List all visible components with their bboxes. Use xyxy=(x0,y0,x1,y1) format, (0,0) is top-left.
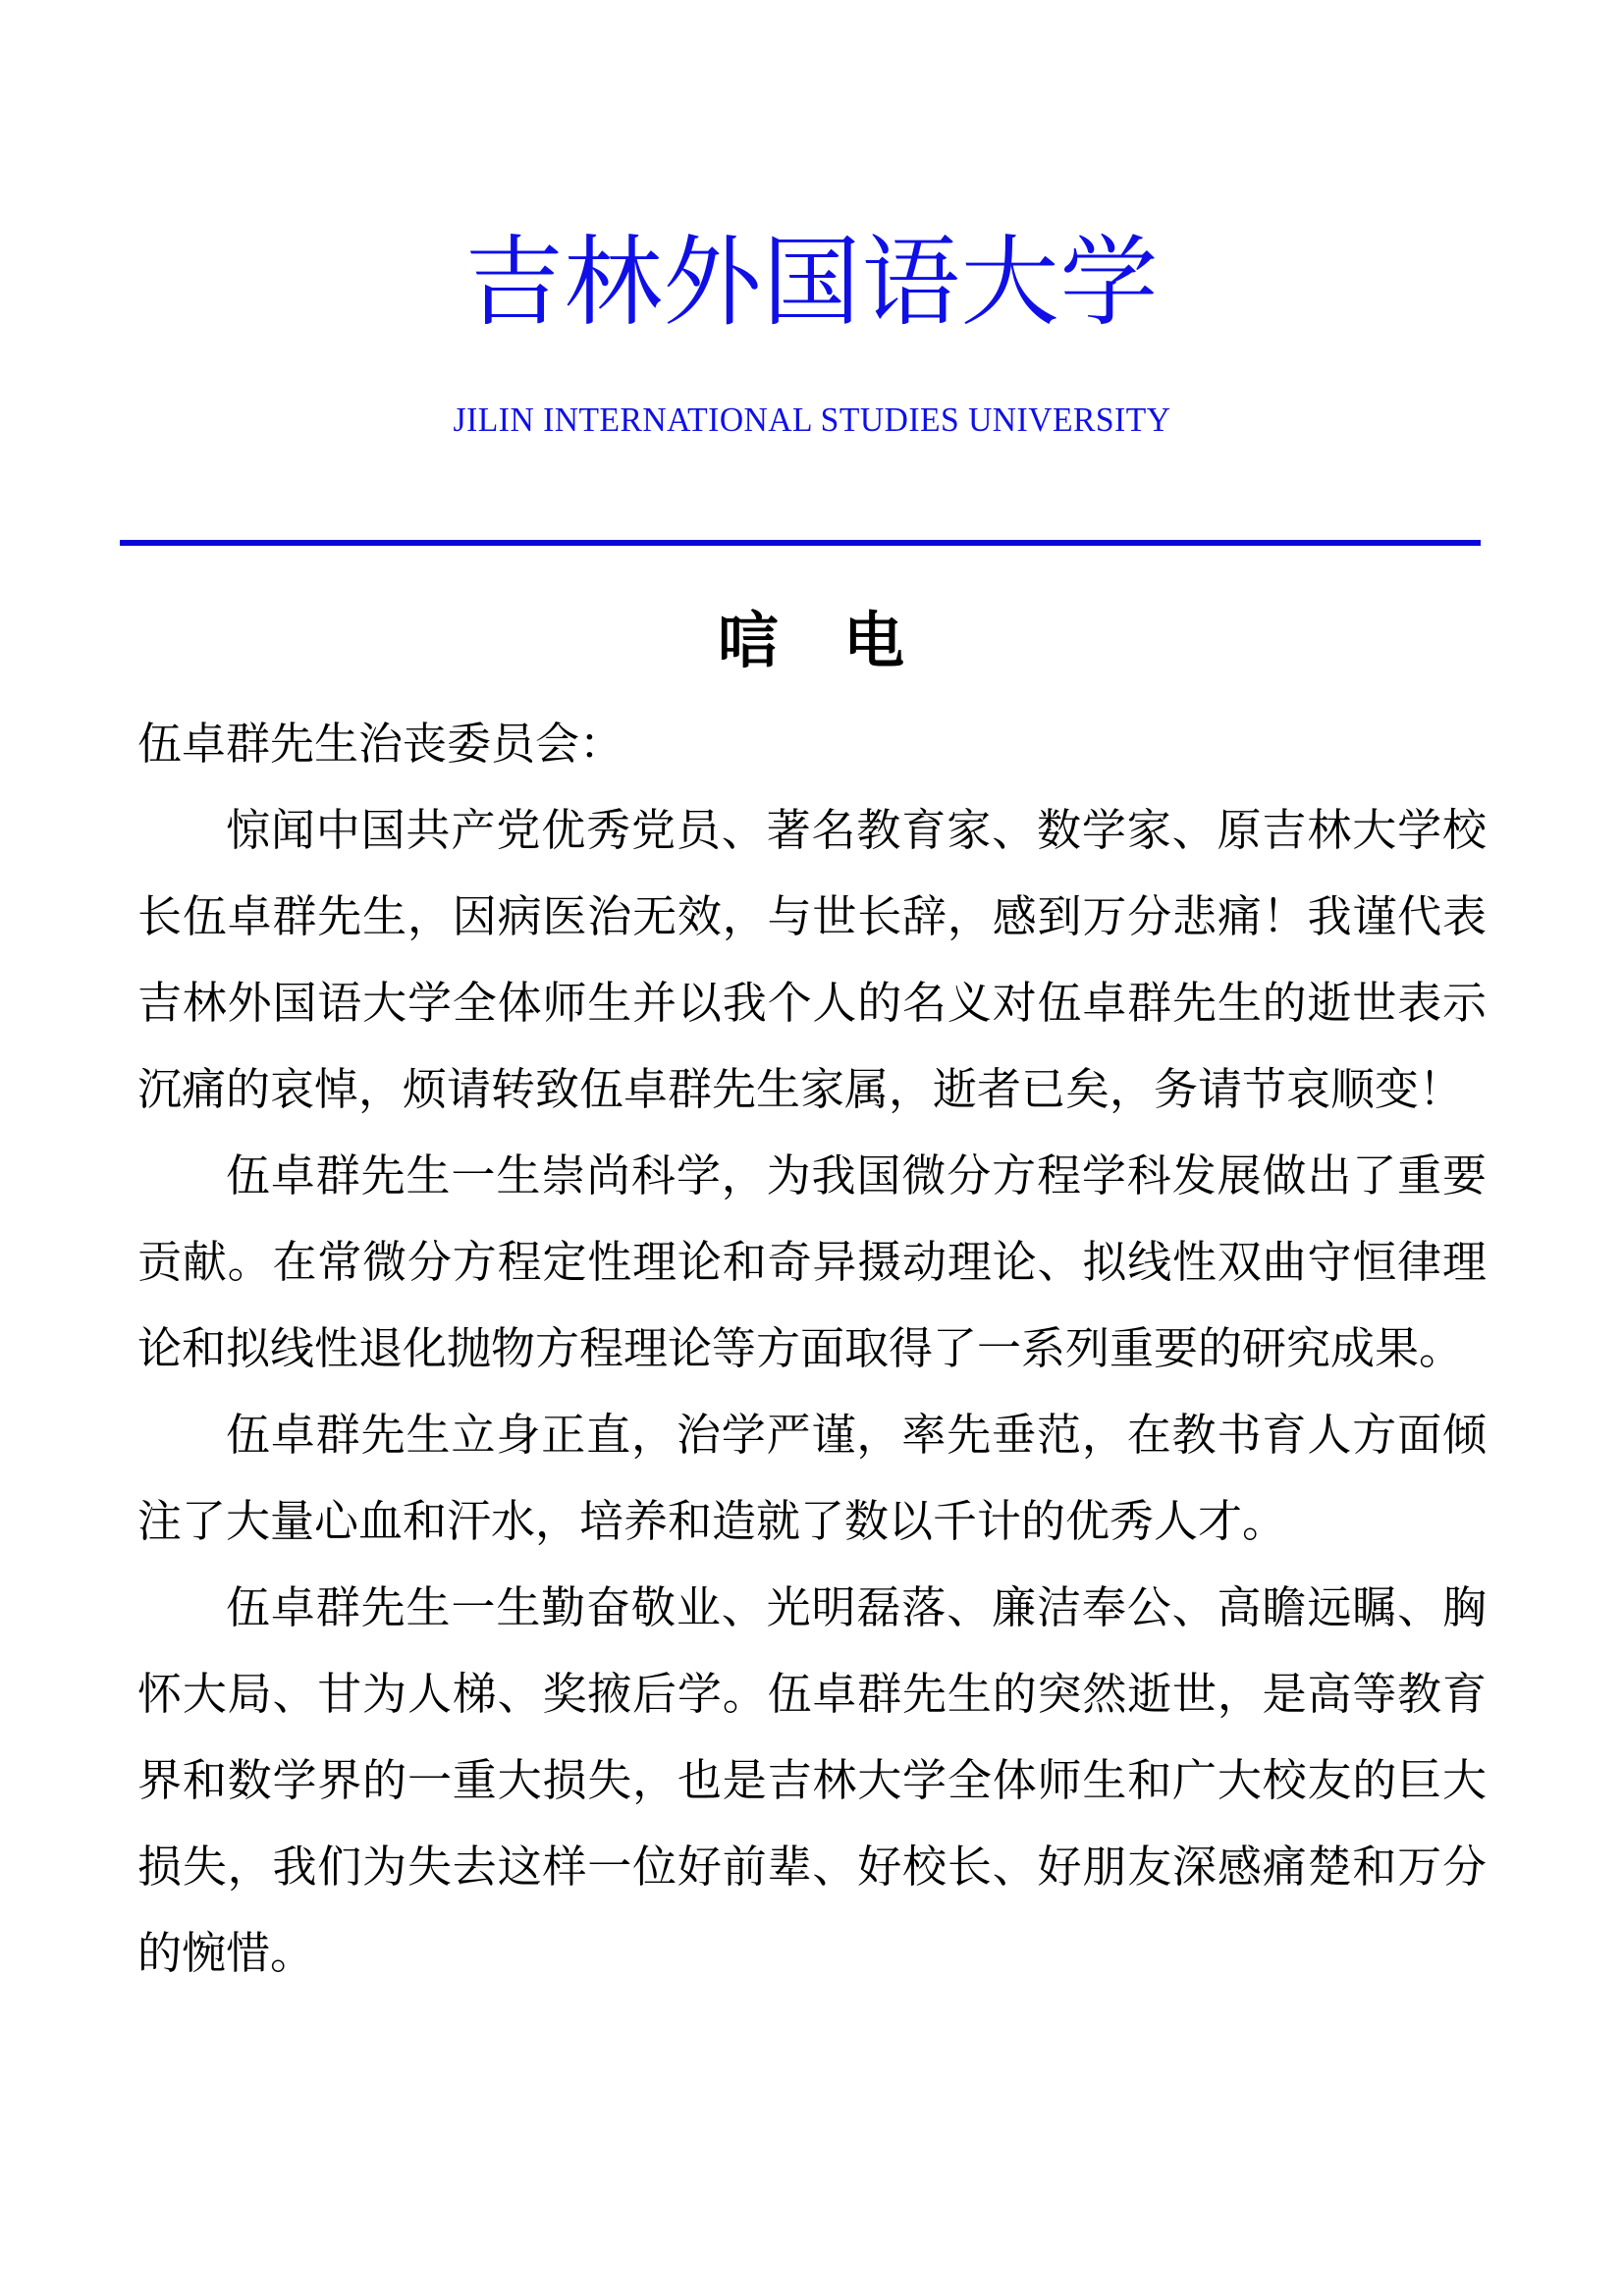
body-line: 伍卓群先生一生勤奋敬业、光明磊落、廉洁奉公、高瞻远瞩、胸 xyxy=(226,1583,1487,1632)
body-line: 损失，我们为失去这样一位好前辈、好校长、好朋友深感痛楚和万分 xyxy=(137,1842,1487,1892)
body-line: 怀大局、甘为人梯、奖掖后学。伍卓群先生的突然逝世，是高等教育 xyxy=(137,1670,1487,1719)
body-line: 注了大量心血和汗水，培养和造就了数以千计的优秀人才。 xyxy=(137,1497,1287,1546)
body-line: 论和拟线性退化抛物方程理论等方面取得了一系列重要的研究成果。 xyxy=(137,1324,1464,1373)
letterhead-divider-line xyxy=(120,540,1481,546)
body-line: 长伍卓群先生，因病医治无效，与世长辞，感到万分悲痛！我谨代表 xyxy=(137,892,1487,941)
body-line: 沉痛的哀悼，烦请转致伍卓群先生家属，逝者已矣，务请节哀顺变！ xyxy=(137,1065,1464,1114)
body-line: 界和数学界的一重大损失，也是吉林大学全体师生和广大校友的巨大 xyxy=(137,1756,1487,1805)
body-line: 贡献。在常微分方程定性理论和奇异摄动理论、拟线性双曲守恒律理 xyxy=(137,1238,1487,1287)
document-title: 唁 电 xyxy=(717,609,906,675)
body-line: 吉林外国语大学全体师生并以我个人的名义对伍卓群先生的逝世表示 xyxy=(137,979,1487,1028)
body-line: 伍卓群先生立身正直，治学严谨，率先垂范，在教书育人方面倾 xyxy=(226,1411,1487,1460)
body-line: 伍卓群先生一生崇尚科学，为我国微分方程学科发展做出了重要 xyxy=(226,1151,1487,1201)
letterhead xyxy=(0,0,1624,440)
body-line: 惊闻中国共产党优秀党员、著名教育家、数学家、原吉林大学校 xyxy=(226,806,1487,855)
university-name-chinese: 吉林外国语大学 xyxy=(464,229,1160,338)
letter-body xyxy=(137,701,1487,1997)
body-line: 伍卓群先生治丧委员会： xyxy=(137,720,624,769)
university-name-english: JILIN INTERNATIONAL STUDIES UNIVERSITY xyxy=(453,400,1171,439)
body-line: 的惋惜。 xyxy=(137,1929,315,1978)
